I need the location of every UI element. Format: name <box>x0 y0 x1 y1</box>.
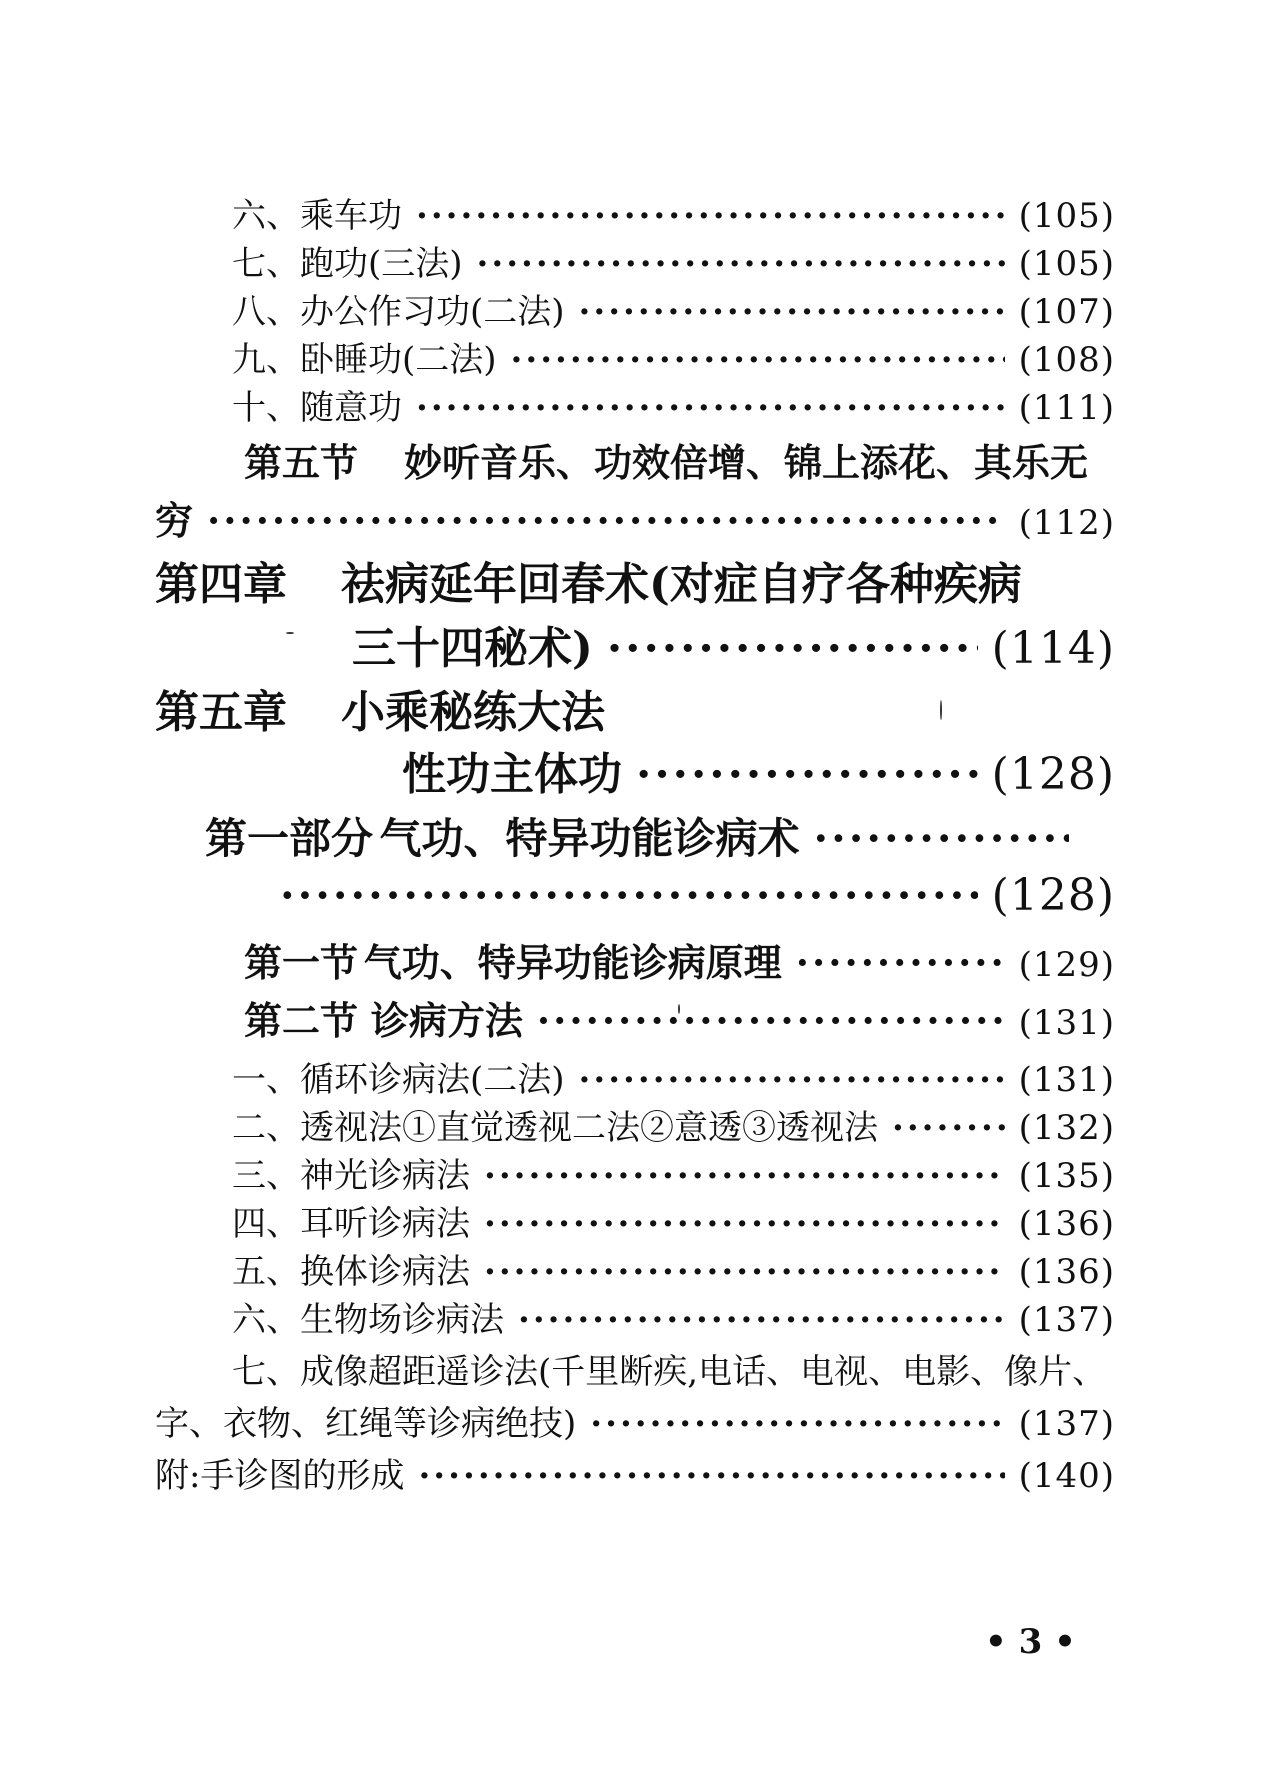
toc-entry-page: (128) <box>991 870 1115 921</box>
toc-entry <box>232 1344 1115 1393</box>
toc-entry-page: (137) <box>1018 1404 1115 1444</box>
leader-dots <box>207 498 1005 543</box>
toc-entry-label: 五、换体诊病法 <box>232 1252 470 1292</box>
section-heading <box>244 932 1115 987</box>
scan-speck <box>940 700 942 720</box>
toc-entry-label: 三、神光诊病法 <box>232 1156 470 1196</box>
chapter-title-continued: 三十四秘术) <box>352 623 593 674</box>
leader-dots <box>892 1108 1005 1148</box>
toc-entry-page: (105) <box>1018 196 1115 236</box>
section-title: 诊病方法 <box>370 998 523 1043</box>
scan-speck <box>286 632 294 634</box>
toc-entry <box>232 284 1115 333</box>
section-heading <box>244 990 1115 1045</box>
leader-dots <box>590 1404 1004 1444</box>
section-number: 第五节 <box>244 440 359 485</box>
section-title: 气功、特异功能诊病原理 <box>363 940 782 985</box>
toc-entry-page: (105) <box>1018 244 1115 284</box>
leader-dots <box>579 1060 1005 1100</box>
toc-entry-label: 六、生物场诊病法 <box>232 1300 504 1340</box>
toc-entry <box>232 188 1115 237</box>
section-title-continued: 穷 <box>155 498 194 543</box>
toc-entry-page: (108) <box>1018 340 1115 380</box>
toc-entry-page: (129) <box>1018 945 1115 985</box>
toc-entry-label: 七、跑功(三法) <box>232 244 463 284</box>
leader-dots <box>636 749 978 800</box>
chapter-heading <box>155 548 1022 612</box>
toc-entry-label: 一、循环诊病法(二法) <box>232 1060 565 1100</box>
leader-dots <box>416 196 1005 236</box>
section-number: 第二节 <box>244 998 359 1043</box>
part-heading <box>205 806 1083 866</box>
toc-entry <box>232 1052 1115 1101</box>
toc-entry <box>232 1292 1115 1341</box>
leader-dots <box>477 244 1005 284</box>
toc-entry-page: (136) <box>1018 1204 1115 1244</box>
leader-dots <box>416 388 1005 428</box>
toc-entry-page: (136) <box>1018 1252 1115 1292</box>
section-heading <box>244 432 1088 487</box>
toc-entry-label: 八、办公作习功(二法) <box>232 292 565 332</box>
chapter-number: 第四章 <box>155 559 287 610</box>
toc-entry-label: 九、卧睡功(二法) <box>232 340 497 380</box>
toc-entry <box>232 236 1115 285</box>
toc-entry-page: (128) <box>991 749 1115 800</box>
toc-entry <box>232 1148 1115 1197</box>
chapter-title: 小乘秘练大法 <box>341 687 605 738</box>
section-number: 第一节 <box>244 940 359 985</box>
chapter-title: 祛病延年回春术(对症自疗各种疾病 <box>341 559 1022 610</box>
toc-entry-page: (132) <box>1018 1108 1115 1148</box>
part-title: 气功、特异功能诊病术 <box>379 814 800 863</box>
toc-entry <box>232 380 1115 429</box>
toc-entry-page: (131) <box>1018 1003 1115 1043</box>
chapter-title-continued: 性功主体功 <box>402 749 622 800</box>
toc-entry-label-continued: 字、衣物、红绳等诊病绝技) <box>155 1404 577 1444</box>
toc-entry-label: 附:手诊图的形成 <box>155 1456 405 1496</box>
leader-dots <box>579 292 1005 332</box>
toc-entry-label: 十、随意功 <box>232 388 402 428</box>
part-heading-continued <box>280 870 1115 921</box>
section-title: 妙听音乐、功效倍增、锦上添花、其乐无 <box>404 440 1089 485</box>
toc-entry-label: 七、成像超距遥诊法(千里断疾,电话、电视、电影、像片、 <box>232 1352 1107 1392</box>
scan-speck <box>678 1004 680 1014</box>
toc-entry-appendix <box>155 1448 1115 1497</box>
toc-entry-page: (112) <box>1018 503 1115 543</box>
chapter-number: 第五章 <box>155 687 287 738</box>
toc-entry-page: (107) <box>1018 292 1115 332</box>
leader-dots <box>418 1456 1004 1496</box>
toc-entry-label: 四、耳听诊病法 <box>232 1204 470 1244</box>
section-heading-continued <box>155 490 1115 545</box>
chapter-heading-continued <box>352 612 1115 676</box>
leader-dots <box>484 1156 1005 1196</box>
chapter-heading-continued <box>402 738 1115 802</box>
leader-dots <box>537 998 1005 1043</box>
leader-dots <box>484 1204 1005 1244</box>
toc-entry-label: 二、透视法①直觉透视二法②意透③透视法 <box>232 1108 878 1148</box>
page-number: • 3 • <box>985 1622 1076 1662</box>
leader-dots <box>607 623 978 674</box>
part-number: 第一部分 <box>205 814 374 863</box>
toc-entry-page: (140) <box>1018 1456 1115 1496</box>
toc-entry-label: 六、乘车功 <box>232 196 402 236</box>
toc-entry-page: (111) <box>1018 388 1115 428</box>
leader-dots <box>484 1252 1005 1292</box>
leader-dots <box>518 1300 1005 1340</box>
toc-entry-page: (137) <box>1018 1300 1115 1340</box>
chapter-heading <box>155 676 605 740</box>
toc-entry-page: (131) <box>1018 1060 1115 1100</box>
toc-entry-page: (135) <box>1018 1156 1115 1196</box>
toc-entry <box>232 1244 1115 1293</box>
leader-dots <box>280 871 978 920</box>
toc-entry <box>232 1196 1115 1245</box>
leader-dots <box>814 814 1070 863</box>
toc-entry <box>232 1100 1115 1149</box>
leader-dots <box>511 340 1005 380</box>
toc-entry-continued <box>155 1396 1115 1445</box>
toc-entry <box>232 332 1115 381</box>
leader-dots <box>796 940 1005 985</box>
toc-entry-page: (114) <box>991 623 1115 674</box>
